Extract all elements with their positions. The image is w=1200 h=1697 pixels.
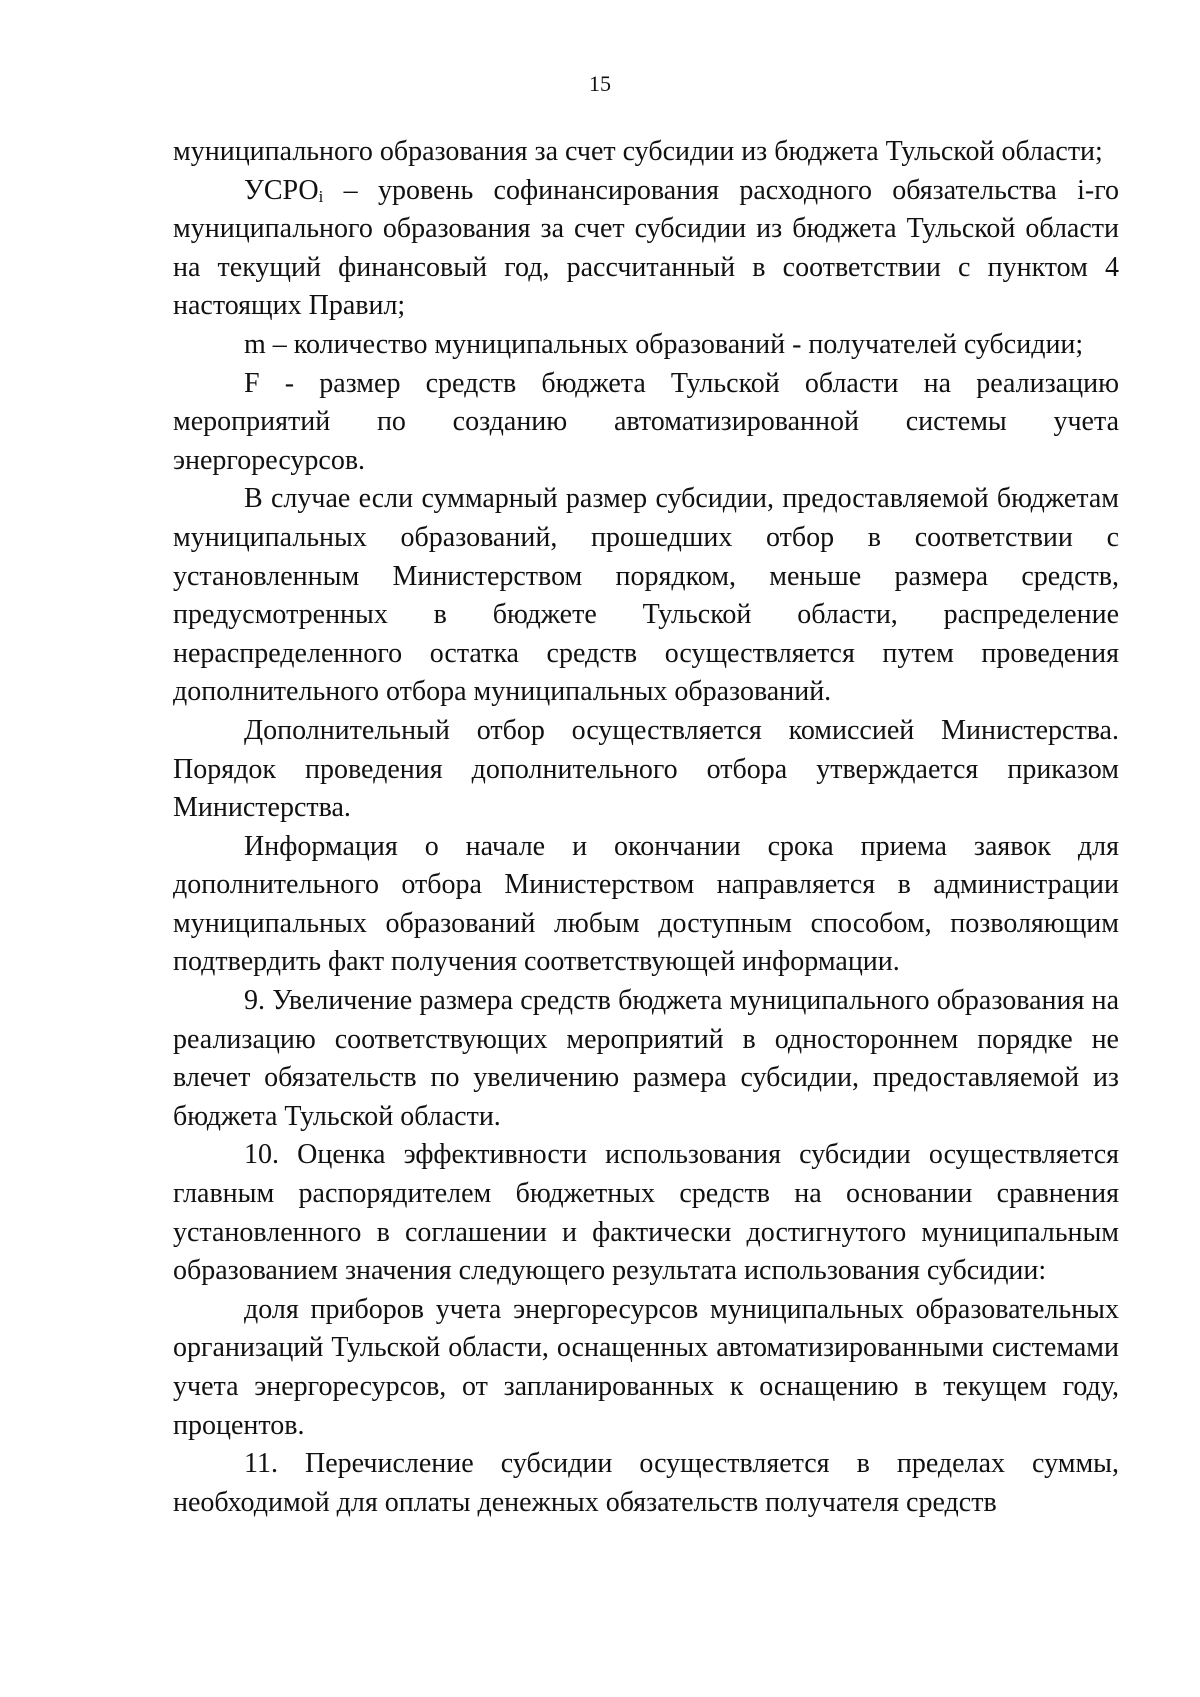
paragraph-additional-selection-commission: Дополнительный отбор осуществляется комиссией Министерства. Порядок проведения дополнительного отбора утверждается приказом Министерства. xyxy=(173,714,1119,824)
paragraph-ysro-definition xyxy=(173,172,1119,326)
document-body xyxy=(173,133,1119,1522)
paragraph-clause-10: 10. Оценка эффективности использования субсидии осуществляется главным распорядителем бюджетных средств на основании сравнения установленного в соглашении и фактически достигнутого муниципальным образованием значения следующего результата использования субсидии: xyxy=(173,1139,1119,1287)
page-number: 15 xyxy=(589,71,611,96)
ysro-subscript: i xyxy=(318,186,324,206)
ysro-symbol: УСРО xyxy=(244,174,319,206)
paragraph-result-indicator: доля приборов учета энергоресурсов муниципальных образовательных организаций Тульской области, оснащенных автоматизированными системами учета энергоресурсов, от запланированных к оснащению в текущем году, процентов. xyxy=(173,1293,1119,1441)
paragraph-additional-selection-case: В случае если суммарный размер субсидии, предоставляемой бюджетам муниципальных образований, прошедших отбор в соответствии с установленным Министерством порядком, меньше размера средств, предусмотренных в бюджете Тульской области, распределение нераспределенного остатка средств осуществляется путем проведения дополнительного отбора муниципальных образований. xyxy=(173,483,1119,708)
paragraph-m-definition: m – количество муниципальных образований - получателей субсидии; xyxy=(244,328,1084,360)
ysro-definition-text: – уровень софинансирования расходного обязательства i-го муниципального образования за счет субсидии из бюджета Тульской области на текущий финансовый год, рассчитанный в соответствии с пунктом 4 настоящих Правил; xyxy=(173,174,1119,322)
paragraph-f-definition: F - размер средств бюджета Тульской области на реализацию мероприятий по созданию автоматизированной системы учета энергоресурсов. xyxy=(173,367,1119,476)
paragraph-continuation: муниципального образования за счет субсидии из бюджета Тульской области; xyxy=(173,136,1103,167)
paragraph-application-info: Информация о начале и окончании срока приема заявок для дополнительного отбора Министерством направляется в администрации муниципальных образований любым доступным способом, позволяющим подтвердить факт получения соответствующей информации. xyxy=(173,830,1119,978)
paragraph-clause-11: 11. Перечисление субсидии осуществляется в пределах суммы, необходимой для оплаты денежных обязательств получателя средств xyxy=(173,1448,1119,1518)
paragraph-clause-9: 9. Увеличение размера средств бюджета муниципального образования на реализацию соответствующих мероприятий в одностороннем порядке не влечет обязательств по увеличению размера субсидии, предоставляемой из бюджета Тульской области. xyxy=(173,985,1119,1132)
